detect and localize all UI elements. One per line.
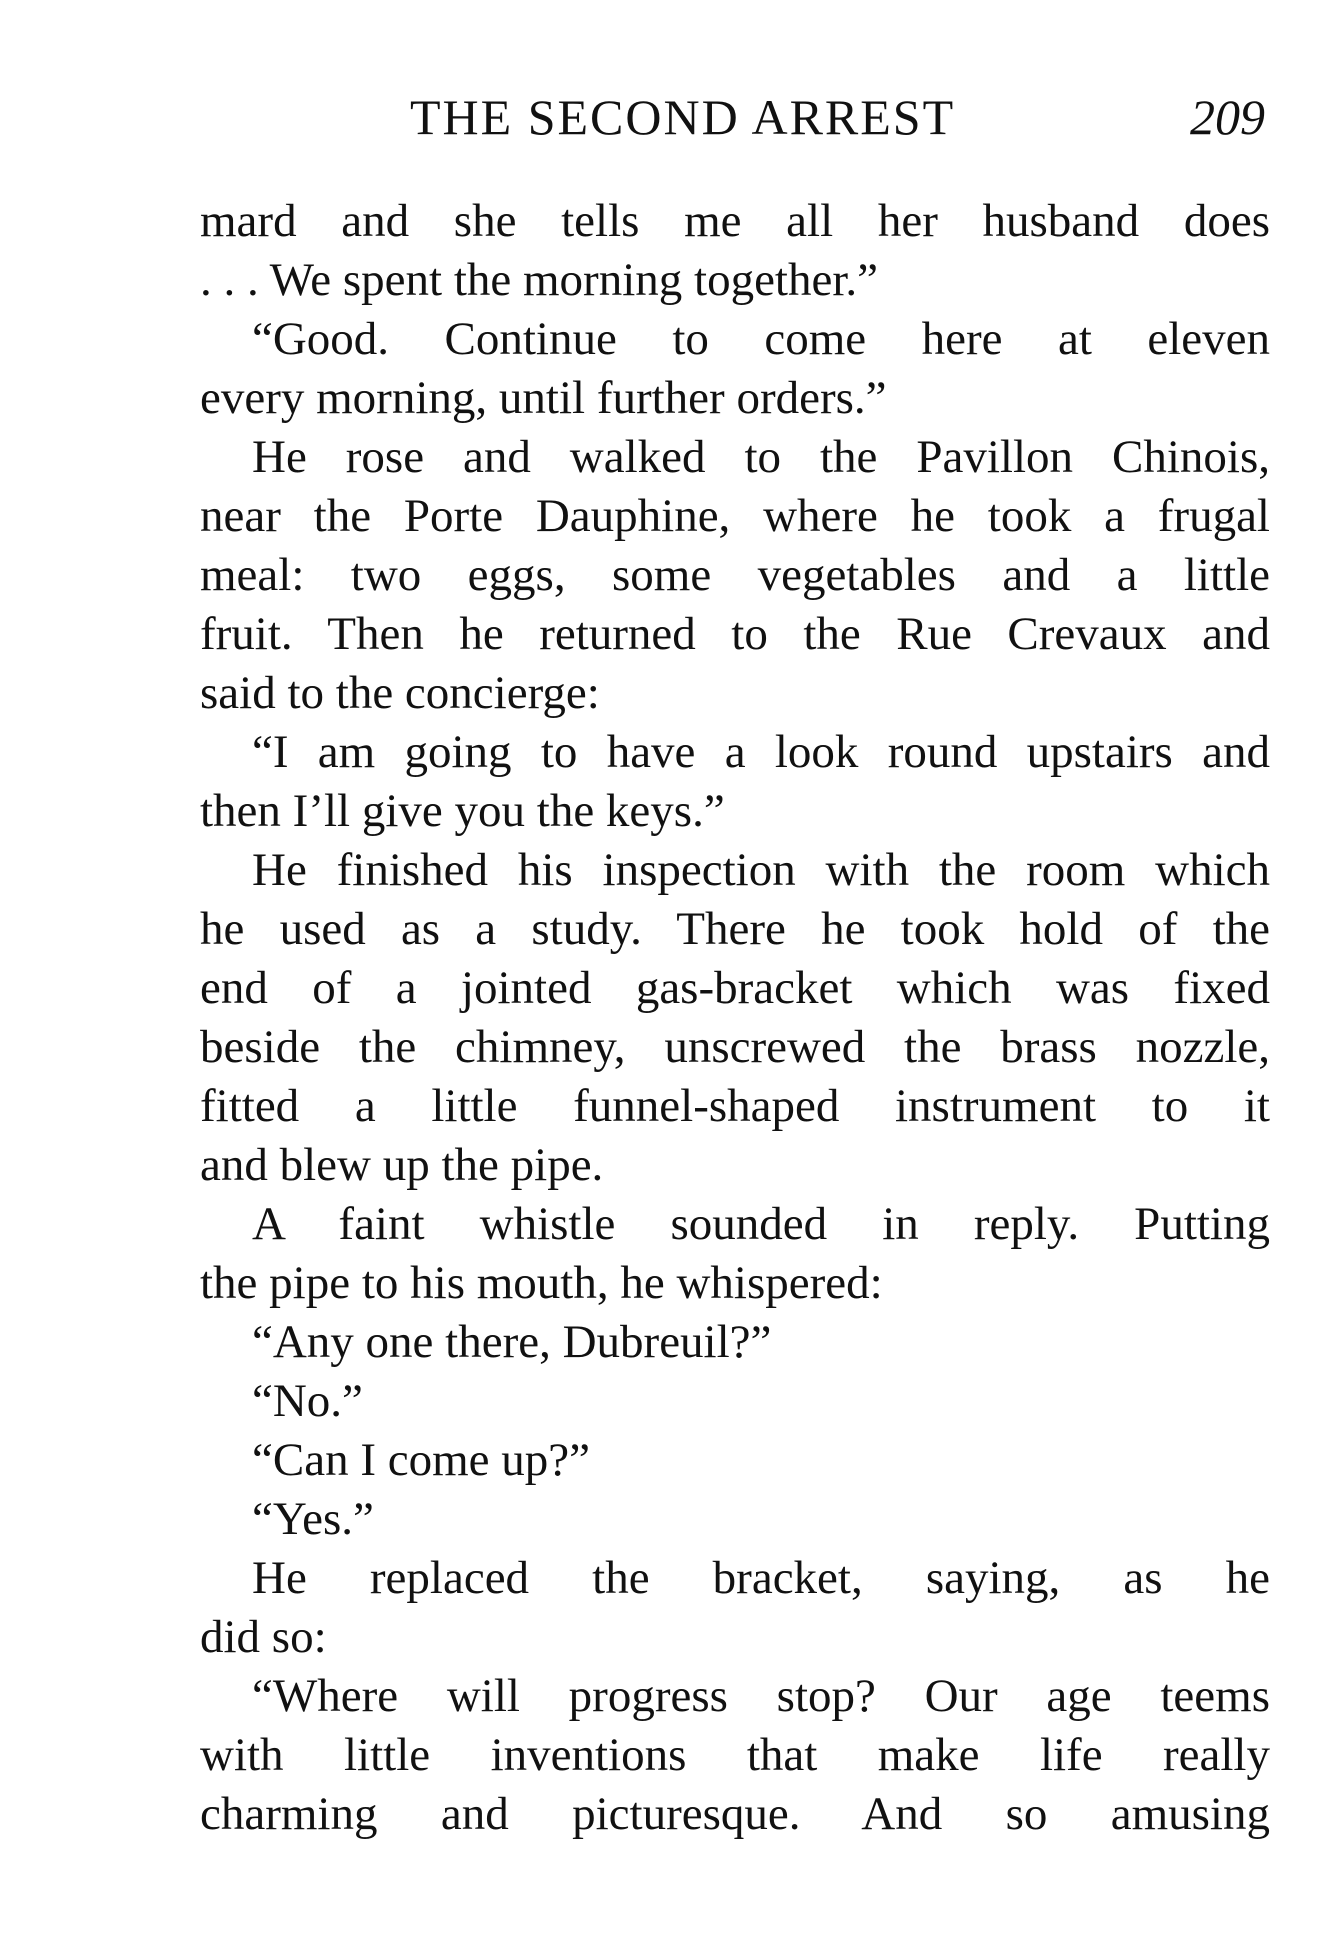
text-line: He rose and walked to the Pavillon Chinois, <box>252 431 1270 483</box>
text-line: near the Porte Dauphine, where he took a frugal <box>200 490 1270 542</box>
text-line: “No.” <box>252 1375 363 1427</box>
text-line: mard and she tells me all her husband does <box>200 195 1270 247</box>
text-line: “Where will progress stop? Our age teems <box>252 1670 1270 1722</box>
text-line: the pipe to his mouth, he whispered: <box>200 1257 883 1309</box>
text-line: A faint whistle sounded in reply. Putting <box>252 1198 1270 1250</box>
text-line: end of a jointed gas-bracket which was fixed <box>200 962 1270 1014</box>
text-line: meal: two eggs, some vegetables and a little <box>200 549 1270 601</box>
text-line: fruit. Then he returned to the Rue Crevaux and <box>200 608 1270 660</box>
running-title: THE SECOND ARREST <box>410 89 956 145</box>
text-line: fitted a little funnel-shaped instrument to it <box>200 1080 1270 1132</box>
text-line: every morning, until further orders.” <box>200 372 887 424</box>
text-line: “Any one there, Dubreuil?” <box>252 1316 772 1368</box>
text-line: He replaced the bracket, saying, as he <box>252 1552 1270 1604</box>
text-line: “Can I come up?” <box>252 1434 590 1486</box>
text-line: “I am going to have a look round upstairs and <box>252 726 1270 778</box>
text-line: and blew up the pipe. <box>200 1139 604 1191</box>
text-line: then I’ll give you the keys.” <box>200 785 725 837</box>
text-line: beside the chimney, unscrewed the brass nozzle, <box>200 1021 1270 1073</box>
page-header <box>200 88 1265 158</box>
text-line: “Good. Continue to come here at eleven <box>252 313 1270 365</box>
text-line: he used as a study. There he took hold of the <box>200 903 1270 955</box>
page-number: 209 <box>1190 89 1265 145</box>
text-line: He finished his inspection with the room which <box>252 844 1270 896</box>
text-line: . . . We spent the morning together.” <box>200 254 879 306</box>
text-line: with little inventions that make life really <box>200 1729 1270 1781</box>
text-line: said to the concierge: <box>200 667 600 719</box>
text-line: “Yes.” <box>252 1493 374 1545</box>
body-text <box>200 192 1270 1844</box>
text-line: charming and picturesque. And so amusing <box>200 1788 1270 1840</box>
text-line: did so: <box>200 1611 327 1663</box>
